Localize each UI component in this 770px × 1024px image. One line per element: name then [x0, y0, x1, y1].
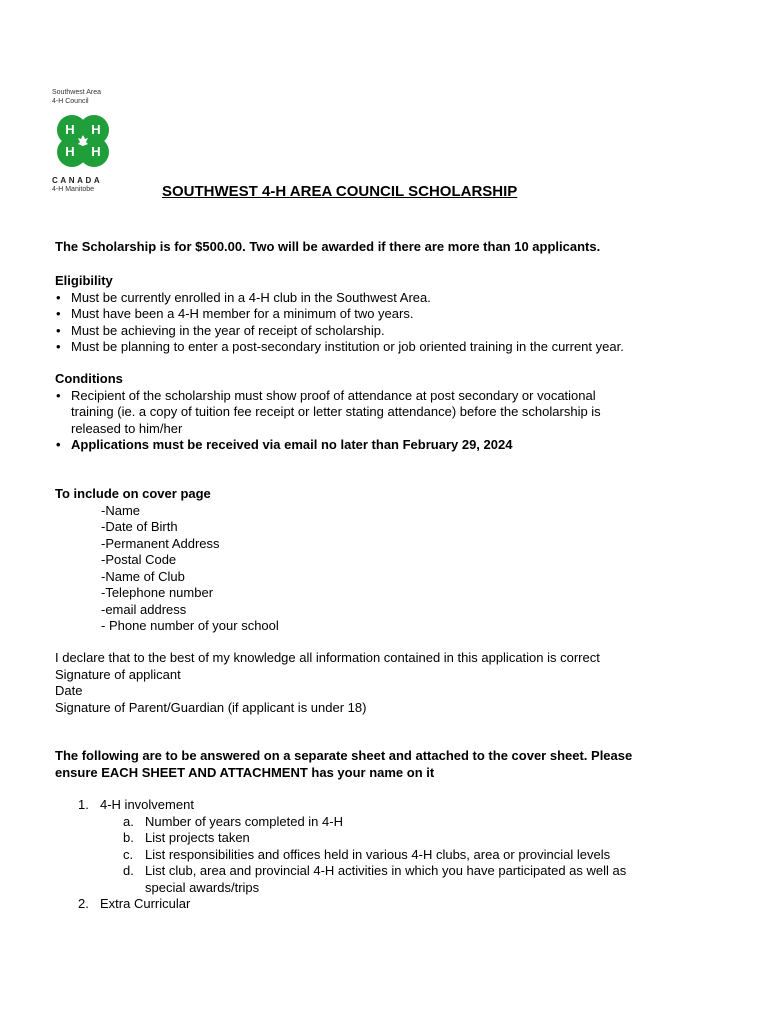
instructions-line2: ensure EACH SHEET AND ATTACHMENT has your name on it [55, 764, 435, 780]
list-item [55, 814, 626, 831]
questions-list [55, 797, 626, 814]
4h-clover-icon [52, 110, 114, 172]
list-item [55, 847, 626, 864]
sub-text: List responsibilities and offices held in various 4-H clubs, area or provincial levels [145, 846, 611, 862]
svg-text:H: H [91, 122, 101, 137]
declaration-section [55, 650, 600, 716]
sub-text: List projects taken [145, 830, 250, 845]
list-item: • Must be achieving in the year of receipt of scholarship. [55, 323, 624, 340]
declaration-line3: Date [55, 683, 83, 698]
question-2-label: Extra Curricular [100, 896, 191, 911]
list-item: -Name [101, 502, 141, 518]
list-item: -Postal Code [101, 552, 177, 567]
sub-text: List club, area and provincial 4-H activities in which you have participated as well as [145, 863, 627, 878]
eligibility-section [55, 273, 624, 356]
eligibility-list [55, 290, 624, 356]
cover-section [55, 486, 279, 635]
list-item: -email address [101, 601, 187, 617]
declaration-line4: Signature of Parent/Guardian (if applicant is under 18) [55, 699, 367, 715]
list-item: -Telephone number [101, 585, 214, 600]
list-item: • Must be planning to enter a post-secondary institution or job oriented training in the current year. [55, 339, 624, 356]
sub-text-continued: special awards/trips [145, 879, 260, 895]
svg-text:H: H [91, 144, 101, 159]
svg-text:H: H [65, 122, 75, 137]
logo-country: CANADA [52, 176, 103, 185]
condition-1-line1: • Recipient of the scholarship must show proof of attendance at post secondary or vocational [71, 387, 596, 403]
question-1-label: 4-H involvement [100, 797, 194, 812]
list-item [55, 797, 626, 814]
declaration-line2: Signature of applicant [55, 666, 181, 682]
cover-heading: To include on cover page [55, 486, 211, 501]
list-item [55, 388, 601, 438]
council-logo [52, 88, 122, 193]
intro-text: The Scholarship is for $500.00. Two will be awarded if there are more than 10 applicants. [55, 239, 601, 254]
list-item [55, 896, 626, 913]
logo-org-line1: Southwest Area [52, 89, 102, 96]
page-title: SOUTHWEST 4-H AREA COUNCIL SCHOLARSHIP [162, 183, 518, 200]
list-item: -Name of Club [101, 568, 185, 584]
svg-text:H: H [65, 144, 75, 159]
list-item [55, 863, 626, 896]
list-item: - Phone number of your school [101, 618, 279, 633]
list-item: -Permanent Address [101, 535, 220, 551]
condition-1-line3: released to him/her [71, 420, 183, 436]
list-item: • Must be currently enrolled in a 4-H club in the Southwest Area. [55, 290, 624, 307]
sub-letter: d. [123, 863, 134, 878]
question-1-number: 1. [78, 797, 89, 812]
sub-letter: b. [123, 830, 134, 845]
declaration-line1: I declare that to the best of my knowledge all information contained in this application is correct [55, 650, 600, 665]
conditions-list [55, 388, 601, 454]
list-item: -Date of Birth [101, 519, 178, 534]
questions-list-continued [55, 896, 626, 913]
logo-province: 4-H Manitobe [52, 186, 95, 193]
conditions-heading: Conditions [55, 371, 123, 386]
conditions-section [55, 371, 601, 454]
question-1-sublist [55, 814, 626, 897]
condition-1-line2: training (ie. a copy of tuition fee receipt or letter stating attendance) before the scholarship is [71, 404, 601, 419]
list-item: • Must have been a 4-H member for a minimum of two years. [55, 306, 624, 323]
logo-org-line2: 4-H Council [52, 98, 89, 105]
sub-letter: c. [123, 846, 134, 862]
questions-section [55, 797, 626, 913]
question-2-number: 2. [78, 896, 89, 911]
list-item [55, 830, 626, 847]
eligibility-heading: Eligibility [55, 273, 113, 288]
instructions-line1: The following are to be answered on a separate sheet and attached to the cover sheet. Please [55, 748, 633, 763]
sub-letter: a. [123, 813, 134, 829]
instructions-section [55, 748, 632, 781]
list-item: • Applications must be received via email no later than February 29, 2024 [55, 437, 601, 454]
sub-text: Number of years completed in 4-H [145, 813, 343, 829]
cover-list [55, 503, 279, 635]
